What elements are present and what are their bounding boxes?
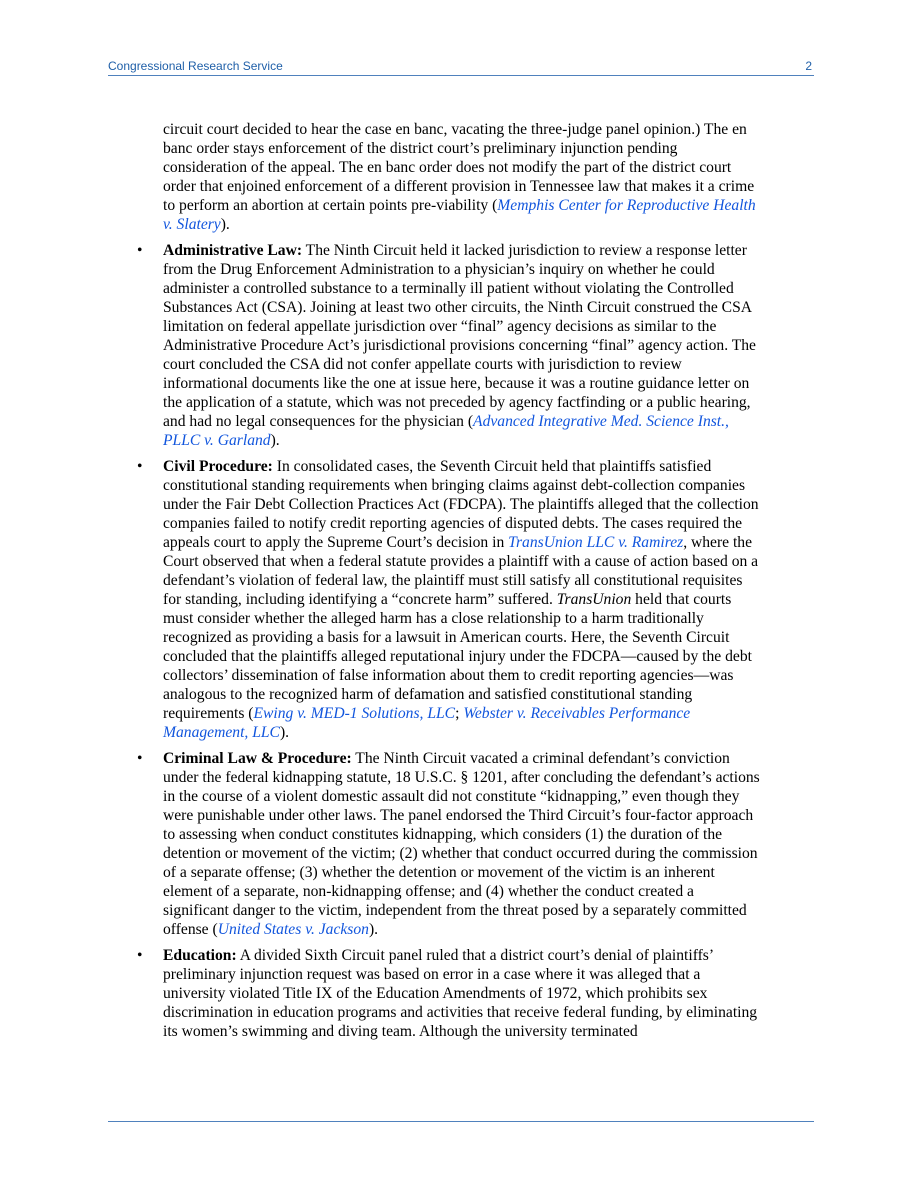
case-link[interactable]: Memphis Center for Reproductive Health v. Slatery	[163, 197, 756, 233]
item-heading: Education:	[163, 947, 237, 964]
case-link[interactable]: United States v. Jackson	[217, 921, 369, 938]
document-body	[137, 120, 763, 1041]
page-header	[108, 59, 814, 76]
continuation-paragraph: circuit court decided to hear the case en banc, vacating the three-judge panel opinion.) The en banc order stays enforcement of the district court’s preliminary injunction pending consideration of the appeal. The en banc order does not modify the part of the district court order that enjoined enforcement of a different provision in Tennessee law that makes it a crime to perform an abortion at certain points pre-viability (Memphis Center for Reproductive Health v. Slatery).	[163, 121, 756, 233]
page-number: 2	[805, 59, 812, 73]
header-organization: Congressional Research Service	[108, 59, 283, 73]
bullet-icon: •	[137, 458, 143, 475]
case-link[interactable]: Webster v. Receivables Performance Management, LLC	[163, 705, 691, 741]
list-item-civil-procedure: • Civil Procedure: In consolidated cases, the Seventh Circuit held that plaintiffs satisfied constitutional standing requirements when bringing claims against debt-collection companies under the Fair Debt Collection Practices Act (FDCPA). The plaintiffs alleged that the collection companies failed to notify credit reporting agencies of disputed debts. The cases required the appeals court to apply the Supreme Court’s decision in TransUnion LLC v. Ramirez, where the Court observed that when a federal statute provides a plaintiff with a cause of action based on a defendant’s violation of federal law, the plaintiff must still satisfy all constitutional requisites for standing, including identifying a “concrete harm” suffered. TransUnion held that courts must consider whether the alleged harm has a close relationship to a harm traditionally recognized as providing a basis for a lawsuit in American courts. Here, the Seventh Circuit concluded that the plaintiffs alleged reputational injury under the FDCPA—caused by the debt collectors’ dissemination of false information about them to credit reporting agencies—was analogous to the recognized harm of defamation and satisfied constitutional standing requirements (Ewing v. MED-1 Solutions, LLC; Webster v. Receivables Performance Management, LLC).	[137, 458, 759, 741]
case-link[interactable]: TransUnion LLC v. Ramirez	[508, 534, 684, 551]
bullet-icon: •	[137, 750, 143, 767]
footer-divider	[108, 1121, 814, 1122]
list-item-criminal-law: • Criminal Law & Procedure: The Ninth Circuit vacated a criminal defendant’s conviction under the federal kidnapping statute, 18 U.S.C. § 1201, after concluding the defendant’s actions in the course of a violent domestic assault did not constitute “kidnapping,” even though they were punishable under other laws. The panel endorsed the Third Circuit’s four-factor approach to assessing when conduct constitutes kidnapping, which considers (1) the duration of the detention or movement of the victim; (2) whether that conduct occurred during the commission of a separate offense; (3) whether the detention or movement of the victim is an inherent element of a separate, non-kidnapping offense; and (4) whether the conduct created a significant danger to the victim, independent from the threat posed by a separately committed offense (United States v. Jackson).	[137, 750, 760, 938]
case-name-italic: TransUnion	[556, 591, 632, 608]
item-heading: Administrative Law:	[163, 242, 303, 259]
item-heading: Civil Procedure:	[163, 458, 273, 475]
case-link[interactable]: Advanced Integrative Med. Science Inst., PLLC v. Garland	[163, 413, 729, 449]
bullet-icon: •	[137, 242, 143, 259]
case-link[interactable]: Ewing v. MED-1 Solutions, LLC	[253, 705, 456, 722]
bullet-icon: •	[137, 947, 143, 964]
item-heading: Criminal Law & Procedure:	[163, 750, 352, 767]
list-item-education: • Education: A divided Sixth Circuit panel ruled that a district court’s denial of plaintiffs’ preliminary injunction request was based on error in a case where it was alleged that a university violated Title IX of the Education Amendments of 1972, which prohibits sex discrimination in education programs and activities that receive federal funding, by eliminating its women’s swimming and diving team. Although the university terminated	[137, 947, 758, 1040]
list-item-administrative-law: • Administrative Law: The Ninth Circuit held it lacked jurisdiction to review a response letter from the Drug Enforcement Administration to a physician’s inquiry on whether he could administer a controlled substance to a terminally ill patient without violating the Controlled Substances Act (CSA). Joining at least two other circuits, the Ninth Circuit construed the CSA limitation on federal appellate jurisdiction over “final” agency decisions as similar to the Administrative Procedure Act’s jurisdictional provisions concerning “final” agency action. The court concluded the CSA did not confer appellate courts with jurisdiction to review informational documents like the one at issue here, because it was a routine guidance letter on the application of a statute, which was not preceded by agency factfinding or a public hearing, and had no legal consequences for the physician (Advanced Integrative Med. Science Inst., PLLC v. Garland).	[137, 242, 756, 449]
